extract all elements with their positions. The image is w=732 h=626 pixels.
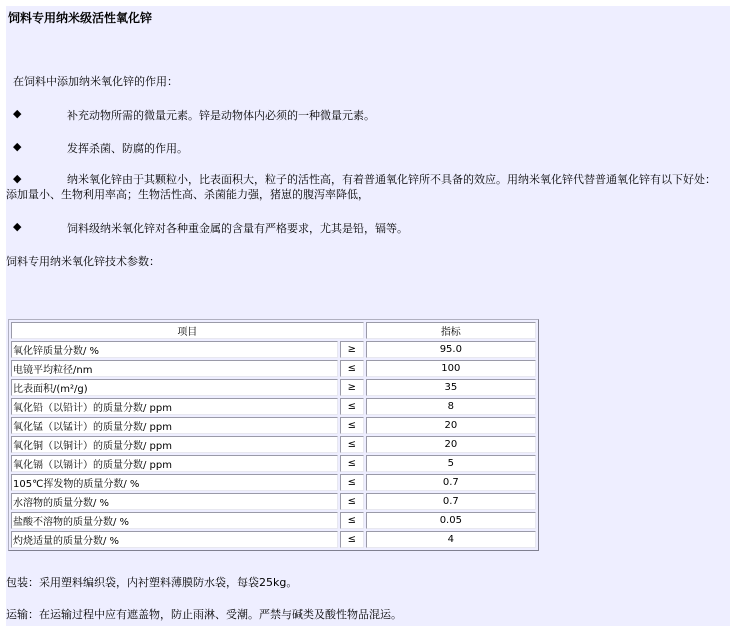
params-title: 饲料专用纳米氧化锌技术参数： bbox=[6, 255, 160, 268]
intro-text: 在饲料中添加纳米氧化锌的作用： bbox=[13, 75, 178, 88]
transport-text: 运输：在运输过程中应有遮盖物，防止雨淋、受潮。严禁与碱类及酸性物品混运。 bbox=[6, 608, 402, 621]
row-value: 20 bbox=[366, 436, 536, 453]
table-row bbox=[11, 379, 536, 396]
row-value: 0.7 bbox=[366, 474, 536, 491]
header-item: 项目 bbox=[11, 322, 364, 339]
page-title: 饲料专用纳米级活性氧化锌 bbox=[8, 11, 153, 25]
row-name: 氧化铜（以铜计）的质量分数/ ppm bbox=[11, 436, 338, 453]
bullet-marker: ◆ bbox=[13, 172, 22, 185]
row-operator: ≤ bbox=[340, 417, 364, 434]
row-value: 0.05 bbox=[366, 512, 536, 529]
table-row bbox=[11, 417, 536, 434]
row-operator: ≥ bbox=[340, 379, 364, 396]
packaging-text: 包装：采用塑料编织袋，内衬塑料薄膜防水袋，每袋25kg。 bbox=[6, 576, 298, 589]
header-value: 指标 bbox=[366, 322, 536, 339]
row-name: 灼烧适量的质量分数/ % bbox=[11, 531, 338, 548]
row-name: 105℃挥发物的质量分数/ % bbox=[11, 474, 338, 491]
row-operator: ≤ bbox=[340, 512, 364, 529]
row-value: 4 bbox=[366, 531, 536, 548]
row-operator: ≤ bbox=[340, 531, 364, 548]
table-header-row bbox=[11, 322, 536, 339]
bullet-marker: ◆ bbox=[13, 220, 22, 233]
row-operator: ≥ bbox=[340, 341, 364, 358]
row-name: 比表面积/(m²/g) bbox=[11, 379, 338, 396]
row-value: 100 bbox=[366, 360, 536, 377]
bullet-marker: ◆ bbox=[13, 107, 22, 120]
row-operator: ≤ bbox=[340, 360, 364, 377]
row-value: 8 bbox=[366, 398, 536, 415]
table-row bbox=[11, 512, 536, 529]
row-name: 电镜平均粒径/nm bbox=[11, 360, 338, 377]
table-row bbox=[11, 398, 536, 415]
document-page bbox=[6, 6, 730, 626]
bullet-text-4: 饲料级纳米氧化锌对各种重金属的含量有严格要求，尤其是铅，镉等。 bbox=[67, 222, 408, 235]
table-row bbox=[11, 474, 536, 491]
bullet-marker: ◆ bbox=[13, 140, 22, 153]
row-operator: ≤ bbox=[340, 398, 364, 415]
table-row bbox=[11, 455, 536, 472]
row-name: 氧化铅（以铅计）的质量分数/ ppm bbox=[11, 398, 338, 415]
row-name: 氧化锌质量分数/ % bbox=[11, 341, 338, 358]
bullet-text-3: 纳米氧化锌由于其颗粒小，比表面积大，粒子的活性高，有着普通氧化锌所不具备的效应。用纳米氧化锌代替普通氧化锌有以下好处：添加量小、生物利用率高；生物活性高、杀菌能力强，猪崽的腹泻率降低， bbox=[6, 173, 716, 201]
row-operator: ≤ bbox=[340, 493, 364, 510]
bullet-text-1: 补充动物所需的微量元素。锌是动物体内必须的一种微量元素。 bbox=[67, 109, 375, 122]
table-row bbox=[11, 531, 536, 548]
spec-table bbox=[8, 319, 539, 551]
table-row bbox=[11, 341, 536, 358]
row-name: 氧化镉（以镉计）的质量分数/ ppm bbox=[11, 455, 338, 472]
row-name: 盐酸不溶物的质量分数/ % bbox=[11, 512, 338, 529]
row-value: 95.0 bbox=[366, 341, 536, 358]
row-operator: ≤ bbox=[340, 474, 364, 491]
table-row bbox=[11, 436, 536, 453]
row-operator: ≤ bbox=[340, 436, 364, 453]
bullet-text-2: 发挥杀菌、防腐的作用。 bbox=[67, 142, 188, 155]
row-operator: ≤ bbox=[340, 455, 364, 472]
row-value: 0.7 bbox=[366, 493, 536, 510]
table-row bbox=[11, 360, 536, 377]
row-name: 氧化锰（以锰计）的质量分数/ ppm bbox=[11, 417, 338, 434]
row-name: 水溶物的质量分数/ % bbox=[11, 493, 338, 510]
row-value: 20 bbox=[366, 417, 536, 434]
table-row bbox=[11, 493, 536, 510]
row-value: 5 bbox=[366, 455, 536, 472]
row-value: 35 bbox=[366, 379, 536, 396]
